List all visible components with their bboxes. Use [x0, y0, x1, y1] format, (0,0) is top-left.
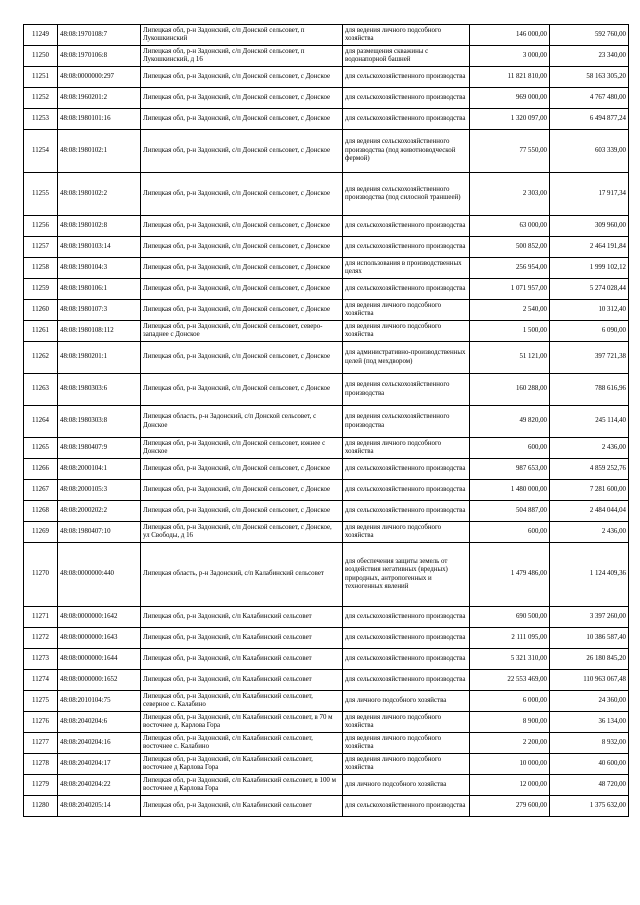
address-cell: Липецкая обл, р-н Задонский, с/п Калабинский сельсовет, в 70 м восточнее д. Карлова Гора [141, 712, 343, 733]
table-row [24, 607, 629, 628]
area-value-cell: 49 820,00 [470, 406, 550, 438]
permitted-use-cell: для сельскохозяйственного производства [343, 88, 470, 109]
table-row [24, 628, 629, 649]
row-number-cell: 11278 [24, 754, 58, 775]
area-value-cell: 600,00 [470, 522, 550, 543]
table-row [24, 691, 629, 712]
cadastral-value-cell: 1 999 102,12 [550, 258, 629, 279]
permitted-use-cell: для сельскохозяйственного производства [343, 216, 470, 237]
area-value-cell: 256 954,00 [470, 258, 550, 279]
area-value-cell: 279 600,00 [470, 796, 550, 817]
address-cell: Липецкая обл, р-н Задонский, с/п Донской сельсовет, с Донское [141, 342, 343, 374]
table-row [24, 670, 629, 691]
area-value-cell: 500 852,00 [470, 237, 550, 258]
table-row [24, 522, 629, 543]
cadastral-value-cell: 7 281 600,00 [550, 480, 629, 501]
area-value-cell: 987 653,00 [470, 459, 550, 480]
table-row [24, 130, 629, 173]
area-value-cell: 690 500,00 [470, 607, 550, 628]
address-cell: Липецкая обл, р-н Задонский, с/п Донской сельсовет, с Донское [141, 237, 343, 258]
cadastral-value-cell: 1 124 409,36 [550, 543, 629, 607]
address-cell: Липецкая обл, р-н Задонский, с/п Донской сельсовет, с Донское [141, 459, 343, 480]
cadastral-number-cell: 48:08:1980102:1 [58, 130, 141, 173]
permitted-use-cell: для сельскохозяйственного производства [343, 279, 470, 300]
cadastral-value-cell: 58 163 305,20 [550, 67, 629, 88]
address-cell: Липецкая обл, р-н Задонский, с/п Донской сельсовет, с Донское [141, 130, 343, 173]
cadastral-value-cell: 3 397 260,00 [550, 607, 629, 628]
cadastral-number-cell: 48:08:1980108:112 [58, 321, 141, 342]
cadastral-number-cell: 48:08:1980103:14 [58, 237, 141, 258]
row-number-cell: 11249 [24, 25, 58, 46]
table-row [24, 216, 629, 237]
area-value-cell: 77 550,00 [470, 130, 550, 173]
address-cell: Липецкая обл, р-н Задонский, с/п Калабинский сельсовет, восточнее д Карлова Гора [141, 754, 343, 775]
area-value-cell: 8 900,00 [470, 712, 550, 733]
cadastral-number-cell: 48:08:2040204:22 [58, 775, 141, 796]
cadastral-value-cell: 2 436,00 [550, 522, 629, 543]
cadastral-number-cell: 48:08:1970106:8 [58, 46, 141, 67]
area-value-cell: 2 540,00 [470, 300, 550, 321]
permitted-use-cell: для сельскохозяйственного производства [343, 237, 470, 258]
row-number-cell: 11279 [24, 775, 58, 796]
table-row [24, 733, 629, 754]
cadastral-value-cell: 23 340,00 [550, 46, 629, 67]
permitted-use-cell: для ведения личного подсобного хозяйства [343, 754, 470, 775]
table-row [24, 796, 629, 817]
area-value-cell: 3 000,00 [470, 46, 550, 67]
cadastral-number-cell: 48:08:2010104:75 [58, 691, 141, 712]
table-row [24, 88, 629, 109]
cadastral-number-cell: 48:08:2040204:16 [58, 733, 141, 754]
table-row [24, 279, 629, 300]
address-cell: Липецкая обл, р-н Задонский, с/п Донской сельсовет, северо-западнее с Донское [141, 321, 343, 342]
address-cell: Липецкая обл, р-н Задонский, с/п Калабинский сельсовет [141, 607, 343, 628]
cadastral-number-cell: 48:08:1980104:3 [58, 258, 141, 279]
permitted-use-cell: для ведения личного подсобного хозяйства [343, 300, 470, 321]
cadastral-value-cell: 1 375 632,00 [550, 796, 629, 817]
cadastral-number-cell: 48:08:1960201:2 [58, 88, 141, 109]
area-value-cell: 2 200,00 [470, 733, 550, 754]
table-row [24, 406, 629, 438]
document-page [23, 24, 629, 817]
area-value-cell: 63 000,00 [470, 216, 550, 237]
address-cell: Липецкая обл, р-н Задонский, с/п Донской сельсовет, с Донское [141, 258, 343, 279]
permitted-use-cell: для ведения личного подсобного хозяйства [343, 438, 470, 459]
permitted-use-cell: для ведения личного подсобного хозяйства [343, 25, 470, 46]
row-number-cell: 11262 [24, 342, 58, 374]
row-number-cell: 11264 [24, 406, 58, 438]
address-cell: Липецкая обл, р-н Задонский, с/п Донской сельсовет, с Донское [141, 173, 343, 216]
cadastral-number-cell: 48:08:0000000:1652 [58, 670, 141, 691]
table-row [24, 459, 629, 480]
area-value-cell: 1 500,00 [470, 321, 550, 342]
cadastral-value-cell: 2 436,00 [550, 438, 629, 459]
cadastral-value-cell: 24 360,00 [550, 691, 629, 712]
area-value-cell: 1 320 097,00 [470, 109, 550, 130]
row-number-cell: 11252 [24, 88, 58, 109]
row-number-cell: 11257 [24, 237, 58, 258]
permitted-use-cell: для сельскохозяйственного производства [343, 670, 470, 691]
area-value-cell: 2 111 095,00 [470, 628, 550, 649]
permitted-use-cell: для административно-производственных целей (под мехдвором) [343, 342, 470, 374]
area-value-cell: 146 000,00 [470, 25, 550, 46]
row-number-cell: 11272 [24, 628, 58, 649]
address-cell: Липецкая обл, р-н Задонский, с/п Донской сельсовет, с Донское [141, 88, 343, 109]
area-value-cell: 12 000,00 [470, 775, 550, 796]
permitted-use-cell: для ведения личного подсобного хозяйства [343, 321, 470, 342]
cadastral-number-cell: 48:08:0000000:1643 [58, 628, 141, 649]
permitted-use-cell: для ведения сельскохозяйственного производства (под силосной траншеей) [343, 173, 470, 216]
cadastral-number-cell: 48:08:1980407:10 [58, 522, 141, 543]
cadastral-value-cell: 26 180 845,20 [550, 649, 629, 670]
permitted-use-cell: для ведения личного подсобного хозяйства [343, 712, 470, 733]
permitted-use-cell: для ведения личного подсобного хозяйства [343, 733, 470, 754]
permitted-use-cell: для личного подсобного хозяйства [343, 691, 470, 712]
area-value-cell: 600,00 [470, 438, 550, 459]
table-row [24, 237, 629, 258]
row-number-cell: 11255 [24, 173, 58, 216]
cadastral-value-cell: 17 917,34 [550, 173, 629, 216]
permitted-use-cell: для сельскохозяйственного производства [343, 67, 470, 88]
cadastral-value-cell: 4 859 252,76 [550, 459, 629, 480]
area-value-cell: 2 303,00 [470, 173, 550, 216]
cadastral-number-cell: 48:08:2000105:3 [58, 480, 141, 501]
table-row [24, 67, 629, 88]
permitted-use-cell: для сельскохозяйственного производства [343, 109, 470, 130]
permitted-use-cell: для использования в производственных целях [343, 258, 470, 279]
permitted-use-cell: для сельскохозяйственного производства [343, 480, 470, 501]
row-number-cell: 11254 [24, 130, 58, 173]
address-cell: Липецкая обл, р-н Задонский, с/п Донской сельсовет, южнее с Донское [141, 438, 343, 459]
permitted-use-cell: для сельскохозяйственного производства [343, 607, 470, 628]
cadastral-number-cell: 48:08:1980201:1 [58, 342, 141, 374]
table-row [24, 109, 629, 130]
table-row [24, 321, 629, 342]
cadastral-value-cell: 2 464 191,84 [550, 237, 629, 258]
cadastral-value-cell: 10 386 587,40 [550, 628, 629, 649]
row-number-cell: 11263 [24, 374, 58, 406]
row-number-cell: 11277 [24, 733, 58, 754]
area-value-cell: 1 479 486,00 [470, 543, 550, 607]
area-value-cell: 504 887,00 [470, 501, 550, 522]
row-number-cell: 11269 [24, 522, 58, 543]
cadastral-value-cell: 5 274 028,44 [550, 279, 629, 300]
row-number-cell: 11268 [24, 501, 58, 522]
row-number-cell: 11274 [24, 670, 58, 691]
address-cell: Липецкая обл, р-н Задонский, с/п Донской сельсовет, с Донское [141, 374, 343, 406]
row-number-cell: 11260 [24, 300, 58, 321]
area-value-cell: 11 821 810,00 [470, 67, 550, 88]
table-body [24, 25, 629, 817]
area-value-cell: 969 000,00 [470, 88, 550, 109]
permitted-use-cell: для ведения сельскохозяйственного производства (под животноводческой фермой) [343, 130, 470, 173]
row-number-cell: 11250 [24, 46, 58, 67]
cadastral-number-cell: 48:08:1980102:2 [58, 173, 141, 216]
table-row [24, 25, 629, 46]
cadastral-value-cell: 397 721,38 [550, 342, 629, 374]
row-number-cell: 11276 [24, 712, 58, 733]
area-value-cell: 10 000,00 [470, 754, 550, 775]
row-number-cell: 11251 [24, 67, 58, 88]
cadastral-number-cell: 48:08:0000000:297 [58, 67, 141, 88]
cadastral-number-cell: 48:08:1980107:3 [58, 300, 141, 321]
area-value-cell: 22 553 469,00 [470, 670, 550, 691]
land-plots-table [23, 24, 629, 817]
address-cell: Липецкая обл, р-н Задонский, с/п Донской сельсовет, с Донское [141, 480, 343, 501]
permitted-use-cell: для обеспечения защиты земель от воздействия негативных (вредных) природных, антропогенных и техногенных явлений [343, 543, 470, 607]
row-number-cell: 11267 [24, 480, 58, 501]
row-number-cell: 11266 [24, 459, 58, 480]
cadastral-number-cell: 48:08:2040204:17 [58, 754, 141, 775]
cadastral-value-cell: 788 616,96 [550, 374, 629, 406]
cadastral-number-cell: 48:08:0000000:440 [58, 543, 141, 607]
row-number-cell: 11259 [24, 279, 58, 300]
cadastral-number-cell: 48:08:1980303:6 [58, 374, 141, 406]
row-number-cell: 11275 [24, 691, 58, 712]
cadastral-value-cell: 2 484 044,04 [550, 501, 629, 522]
table-row [24, 173, 629, 216]
cadastral-number-cell: 48:08:1980102:8 [58, 216, 141, 237]
table-row [24, 300, 629, 321]
cadastral-value-cell: 592 760,00 [550, 25, 629, 46]
cadastral-number-cell: 48:08:1980106:1 [58, 279, 141, 300]
address-cell: Липецкая обл, р-н Задонский, с/п Калабинский сельсовет, в 100 м восточнее д Карлова Гора [141, 775, 343, 796]
cadastral-value-cell: 6 494 877,24 [550, 109, 629, 130]
row-number-cell: 11261 [24, 321, 58, 342]
cadastral-number-cell: 48:08:1980407:9 [58, 438, 141, 459]
address-cell: Липецкая область, р-н Задонский, с/п Калабинский сельсовет [141, 543, 343, 607]
table-row [24, 501, 629, 522]
table-row [24, 438, 629, 459]
row-number-cell: 11265 [24, 438, 58, 459]
address-cell: Липецкая обл, р-н Задонский, с/п Калабинский сельсовет [141, 670, 343, 691]
permitted-use-cell: для сельскохозяйственного производства [343, 628, 470, 649]
address-cell: Липецкая обл, р-н Задонский, с/п Донской сельсовет, с Донское [141, 300, 343, 321]
cadastral-value-cell: 603 339,00 [550, 130, 629, 173]
row-number-cell: 11256 [24, 216, 58, 237]
permitted-use-cell: для сельскохозяйственного производства [343, 459, 470, 480]
address-cell: Липецкая обл, р-н Задонский, с/п Донской сельсовет, с Донское [141, 501, 343, 522]
row-number-cell: 11280 [24, 796, 58, 817]
cadastral-value-cell: 309 960,00 [550, 216, 629, 237]
row-number-cell: 11253 [24, 109, 58, 130]
cadastral-number-cell: 48:08:1980303:8 [58, 406, 141, 438]
cadastral-value-cell: 110 963 067,48 [550, 670, 629, 691]
area-value-cell: 6 000,00 [470, 691, 550, 712]
cadastral-number-cell: 48:08:1980101:16 [58, 109, 141, 130]
table-row [24, 712, 629, 733]
cadastral-value-cell: 4 767 480,00 [550, 88, 629, 109]
cadastral-value-cell: 10 312,40 [550, 300, 629, 321]
address-cell: Липецкая обл, р-н Задонский, с/п Донской сельсовет, п Лукошкинский [141, 25, 343, 46]
area-value-cell: 160 288,00 [470, 374, 550, 406]
permitted-use-cell: для сельскохозяйственного производства [343, 501, 470, 522]
row-number-cell: 11270 [24, 543, 58, 607]
address-cell: Липецкая обл, р-н Задонский, с/п Донской сельсовет, п Лукошкинский, д 16 [141, 46, 343, 67]
permitted-use-cell: для личного подсобного хозяйства [343, 775, 470, 796]
address-cell: Липецкая обл, р-н Задонский, с/п Донской сельсовет, с Донское [141, 67, 343, 88]
address-cell: Липецкая обл, р-н Задонский, с/п Калабинский сельсовет [141, 628, 343, 649]
cadastral-value-cell: 245 114,40 [550, 406, 629, 438]
row-number-cell: 11271 [24, 607, 58, 628]
table-row [24, 775, 629, 796]
address-cell: Липецкая область, р-н Задонский, с/п Донской сельсовет, с Донское [141, 406, 343, 438]
area-value-cell: 5 321 310,00 [470, 649, 550, 670]
table-row [24, 480, 629, 501]
table-row [24, 374, 629, 406]
permitted-use-cell: для ведения сельскохозяйственного производства [343, 406, 470, 438]
cadastral-value-cell: 48 720,00 [550, 775, 629, 796]
table-row [24, 543, 629, 607]
cadastral-number-cell: 48:08:2040205:14 [58, 796, 141, 817]
row-number-cell: 11273 [24, 649, 58, 670]
permitted-use-cell: для ведения личного подсобного хозяйства [343, 522, 470, 543]
cadastral-number-cell: 48:08:2000104:1 [58, 459, 141, 480]
cadastral-number-cell: 48:08:2000202:2 [58, 501, 141, 522]
permitted-use-cell: для сельскохозяйственного производства [343, 796, 470, 817]
cadastral-number-cell: 48:08:0000000:1644 [58, 649, 141, 670]
table-row [24, 649, 629, 670]
address-cell: Липецкая обл, р-н Задонский, с/п Донской сельсовет, с Донское [141, 279, 343, 300]
table-row [24, 754, 629, 775]
address-cell: Липецкая обл, р-н Задонский, с/п Калабинский сельсовет, северное с. Калабино [141, 691, 343, 712]
area-value-cell: 1 071 957,00 [470, 279, 550, 300]
permitted-use-cell: для ведения сельскохозяйственного производства [343, 374, 470, 406]
cadastral-value-cell: 36 134,00 [550, 712, 629, 733]
address-cell: Липецкая обл, р-н Задонский, с/п Донской сельсовет, с Донское [141, 216, 343, 237]
address-cell: Липецкая обл, р-н Задонский, с/п Калабинский сельсовет [141, 649, 343, 670]
row-number-cell: 11258 [24, 258, 58, 279]
cadastral-number-cell: 48:08:1970108:7 [58, 25, 141, 46]
cadastral-value-cell: 6 090,00 [550, 321, 629, 342]
table-row [24, 46, 629, 67]
table-row [24, 342, 629, 374]
address-cell: Липецкая обл, р-н Задонский, с/п Калабинский сельсовет [141, 796, 343, 817]
cadastral-value-cell: 40 600,00 [550, 754, 629, 775]
permitted-use-cell: для сельскохозяйственного производства [343, 649, 470, 670]
table-row [24, 258, 629, 279]
cadastral-number-cell: 48:08:0000000:1642 [58, 607, 141, 628]
permitted-use-cell: для размещения скважины с водонапорной башней [343, 46, 470, 67]
area-value-cell: 51 121,00 [470, 342, 550, 374]
cadastral-value-cell: 8 932,00 [550, 733, 629, 754]
cadastral-number-cell: 48:08:2040204:6 [58, 712, 141, 733]
area-value-cell: 1 480 000,00 [470, 480, 550, 501]
address-cell: Липецкая обл, р-н Задонский, с/п Калабинский сельсовет, восточнее с. Калабино [141, 733, 343, 754]
address-cell: Липецкая обл, р-н Задонский, с/п Донской сельсовет, с Донское, ул Свободы, д 16 [141, 522, 343, 543]
address-cell: Липецкая обл, р-н Задонский, с/п Донской сельсовет, с Донское [141, 109, 343, 130]
